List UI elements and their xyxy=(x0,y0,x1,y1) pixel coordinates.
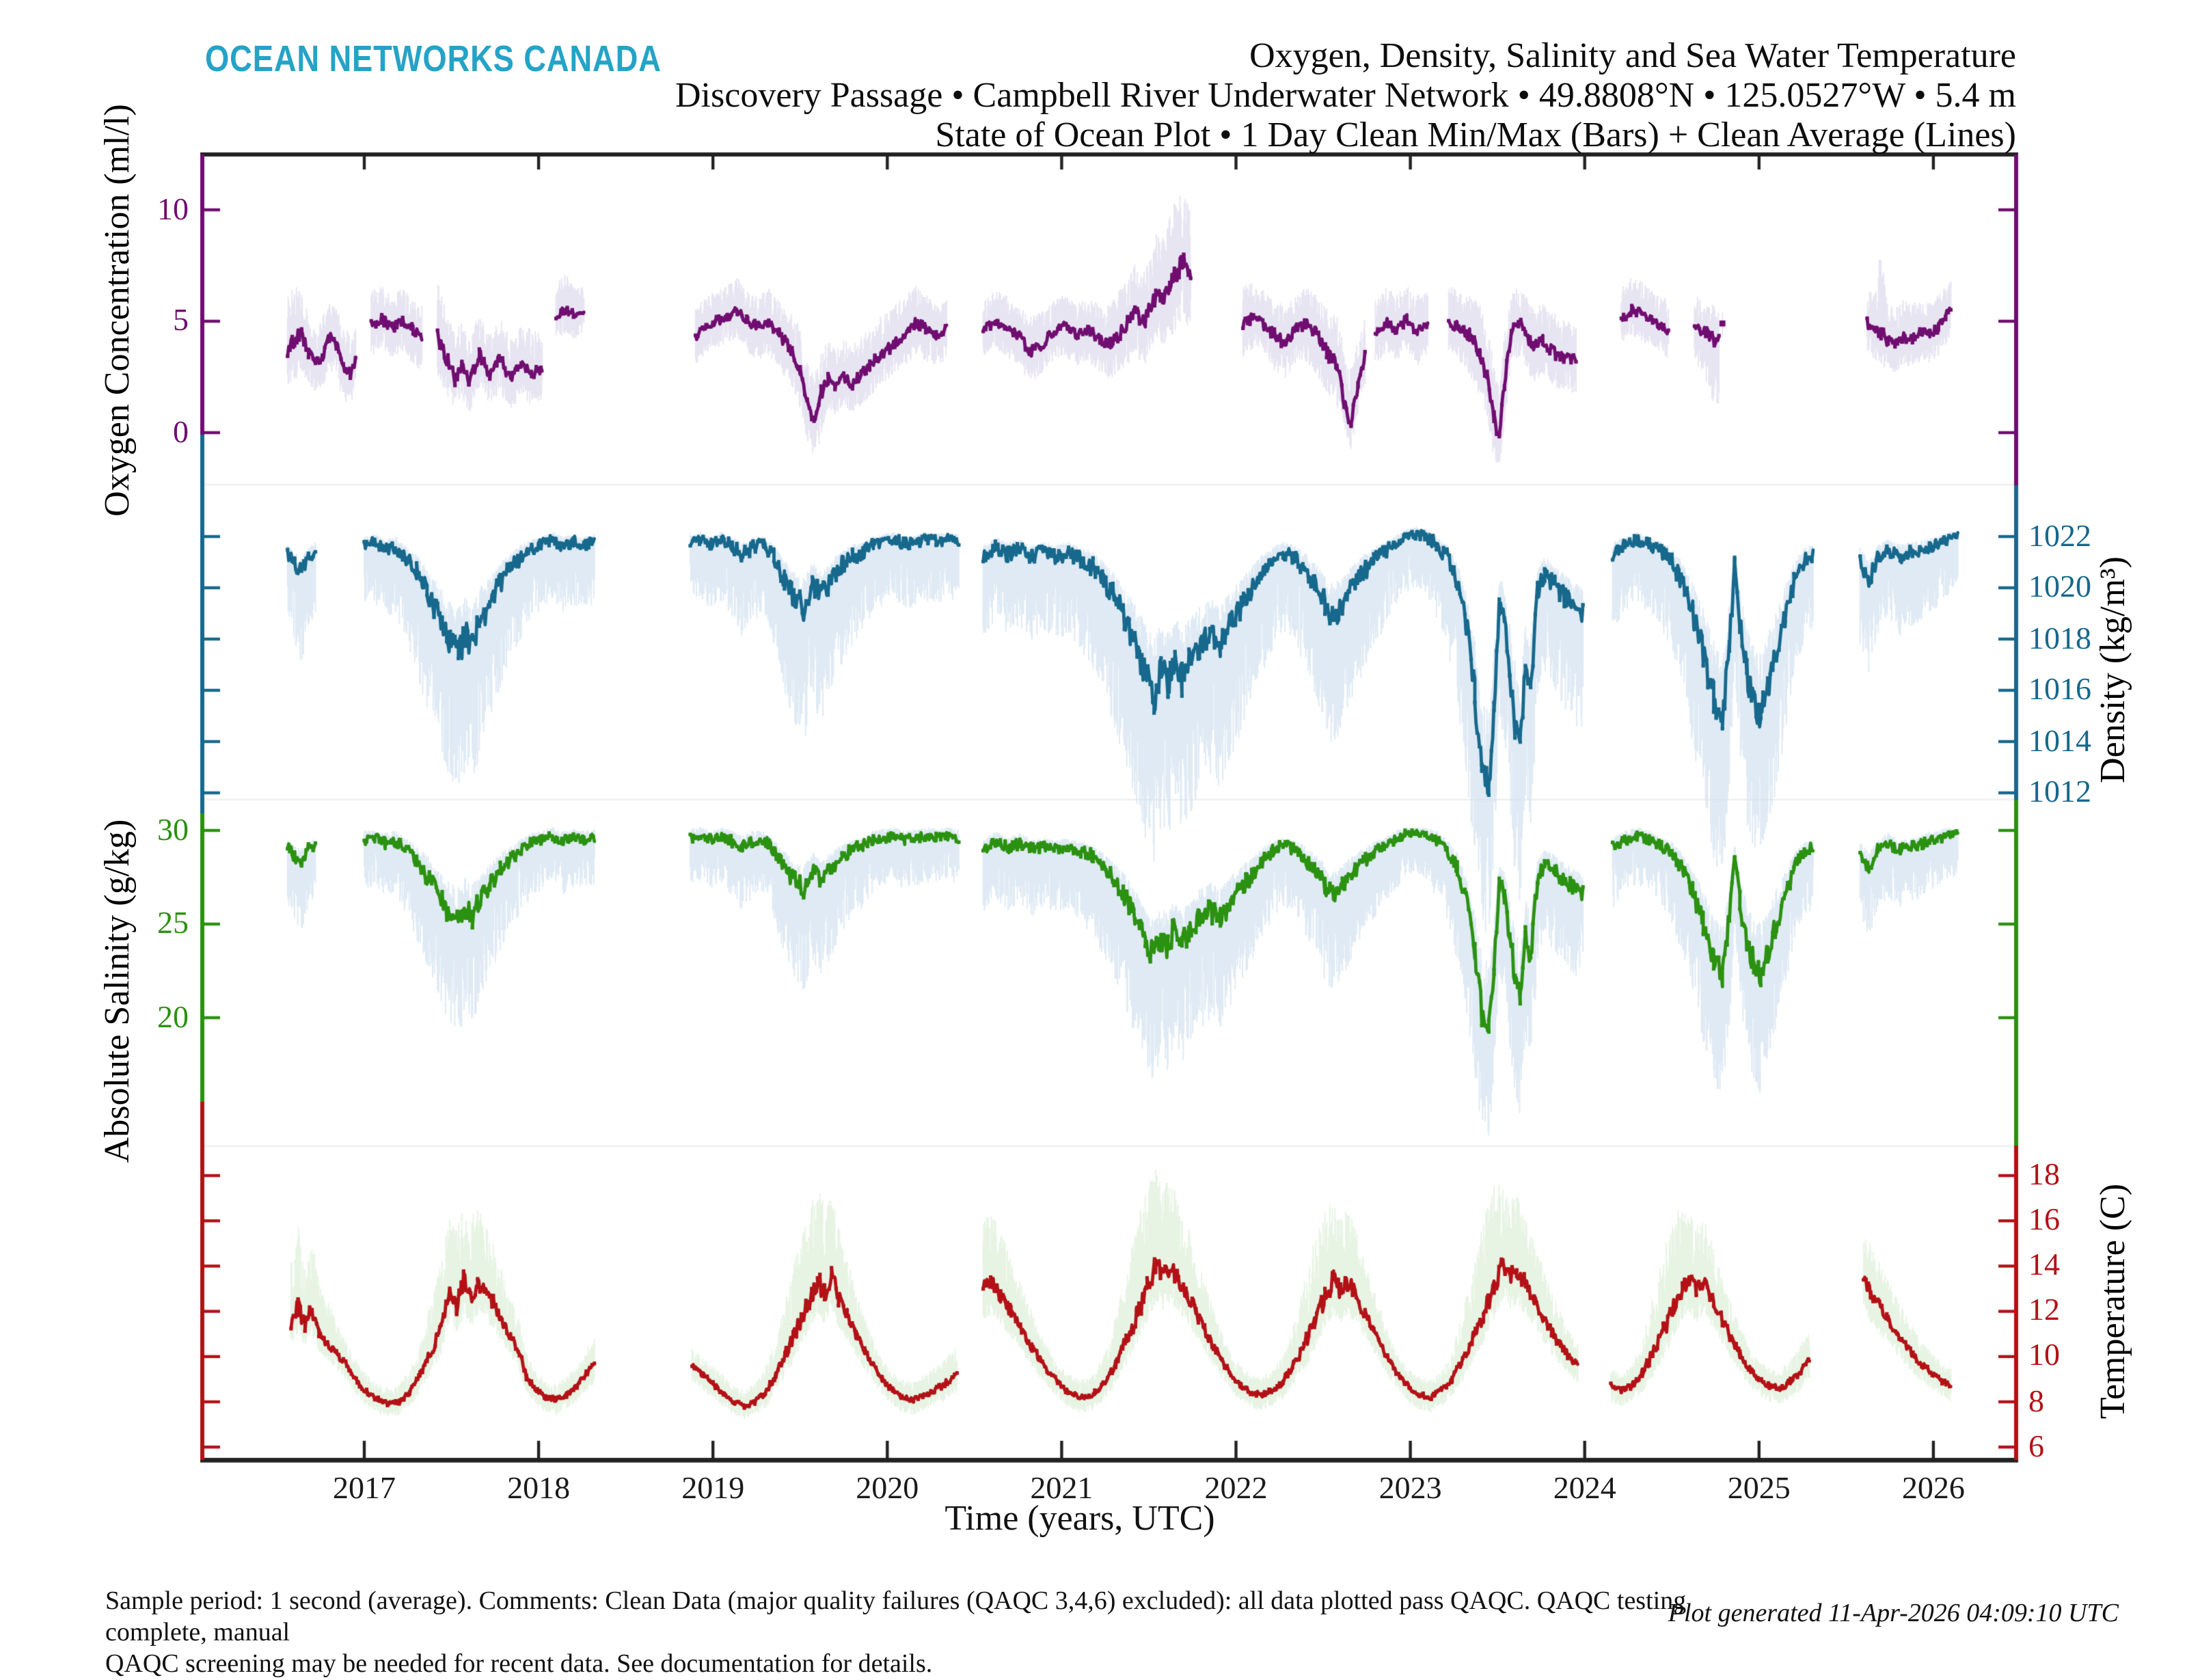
plot-title-block xyxy=(675,36,2016,154)
salinity-axis-title: Absolute Salinity (g/kg) xyxy=(97,819,137,1163)
x-tick-label-2017: 2017 xyxy=(333,1471,396,1505)
temperature-tick-label: 6 xyxy=(2028,1428,2044,1463)
salinity-tick-label: 25 xyxy=(157,905,189,940)
salinity-tick-label: 30 xyxy=(157,811,189,846)
x-axis-label: Time (years, UTC) xyxy=(945,1498,1215,1538)
salinity-tick-label: 20 xyxy=(157,999,189,1033)
x-tick-label-2019: 2019 xyxy=(681,1471,745,1505)
temperature-tick-label: 10 xyxy=(2028,1338,2060,1372)
ocean-networks-canada-logo: OCEAN NETWORKS CANADA xyxy=(205,38,662,79)
plot-title-line3: State of Ocean Plot • 1 Day Clean Min/Max (Bars) + Clean Average (Lines) xyxy=(935,115,2016,154)
x-tick-label-2026: 2026 xyxy=(1901,1471,1965,1505)
density-axis-title: Density (kg/m³) xyxy=(2093,556,2132,783)
temperature-axis-title: Temperature (C) xyxy=(2093,1183,2132,1420)
density-tick-label: 1014 xyxy=(2028,722,2091,757)
x-tick-label-2023: 2023 xyxy=(1378,1471,1442,1505)
density-tick-label: 1016 xyxy=(2028,671,2091,706)
oxygen-tick-label: 5 xyxy=(173,302,189,337)
plot-title-line1: Oxygen, Density, Salinity and Sea Water Temperature xyxy=(1249,36,2016,75)
temperature-tick-label: 8 xyxy=(2028,1383,2044,1418)
density-tick-label: 1012 xyxy=(2028,774,2091,809)
oxygen-tick-label: 0 xyxy=(173,414,189,448)
density-tick-label: 1020 xyxy=(2028,569,2091,604)
footer-comment-line1: Sample period: 1 second (average). Comments: Clean Data (major quality failures (QAQC 3,4,6) excluded): all data plotted pass QAQC. QAQC testing complete, manual xyxy=(105,1587,1687,1647)
x-tick-label-2021: 2021 xyxy=(1030,1471,1094,1505)
oxygen-tick-label: 10 xyxy=(157,191,189,226)
footer-comment xyxy=(105,1586,1759,1680)
temperature-tick-label: 12 xyxy=(2028,1292,2060,1327)
x-tick-label-2018: 2018 xyxy=(507,1471,571,1505)
temperature-tick-label: 14 xyxy=(2028,1247,2060,1282)
temperature-tick-label: 18 xyxy=(2028,1156,2060,1191)
x-tick-label-2022: 2022 xyxy=(1204,1471,1268,1505)
x-tick-label-2020: 2020 xyxy=(856,1471,919,1505)
density-tick-label: 1018 xyxy=(2028,620,2091,655)
oxygen-axis-title: Oxygen Concentration (ml/l) xyxy=(97,104,137,517)
temperature-tick-label: 16 xyxy=(2028,1202,2060,1237)
plot-title-line2: Discovery Passage • Campbell River Underwater Network • 49.8808°N • 125.0527°W • 5.4 m xyxy=(675,75,2016,115)
footer-comment-line2: QAQC screening may be needed for recent data. See documentation for details. xyxy=(105,1650,933,1679)
x-tick-label-2025: 2025 xyxy=(1727,1471,1791,1505)
x-tick-label-2024: 2024 xyxy=(1553,1471,1616,1505)
density-tick-label: 1022 xyxy=(2028,517,2091,552)
footer-generated-timestamp: Plot generated 11-Apr-2026 04:09:10 UTC xyxy=(1668,1599,2119,1628)
